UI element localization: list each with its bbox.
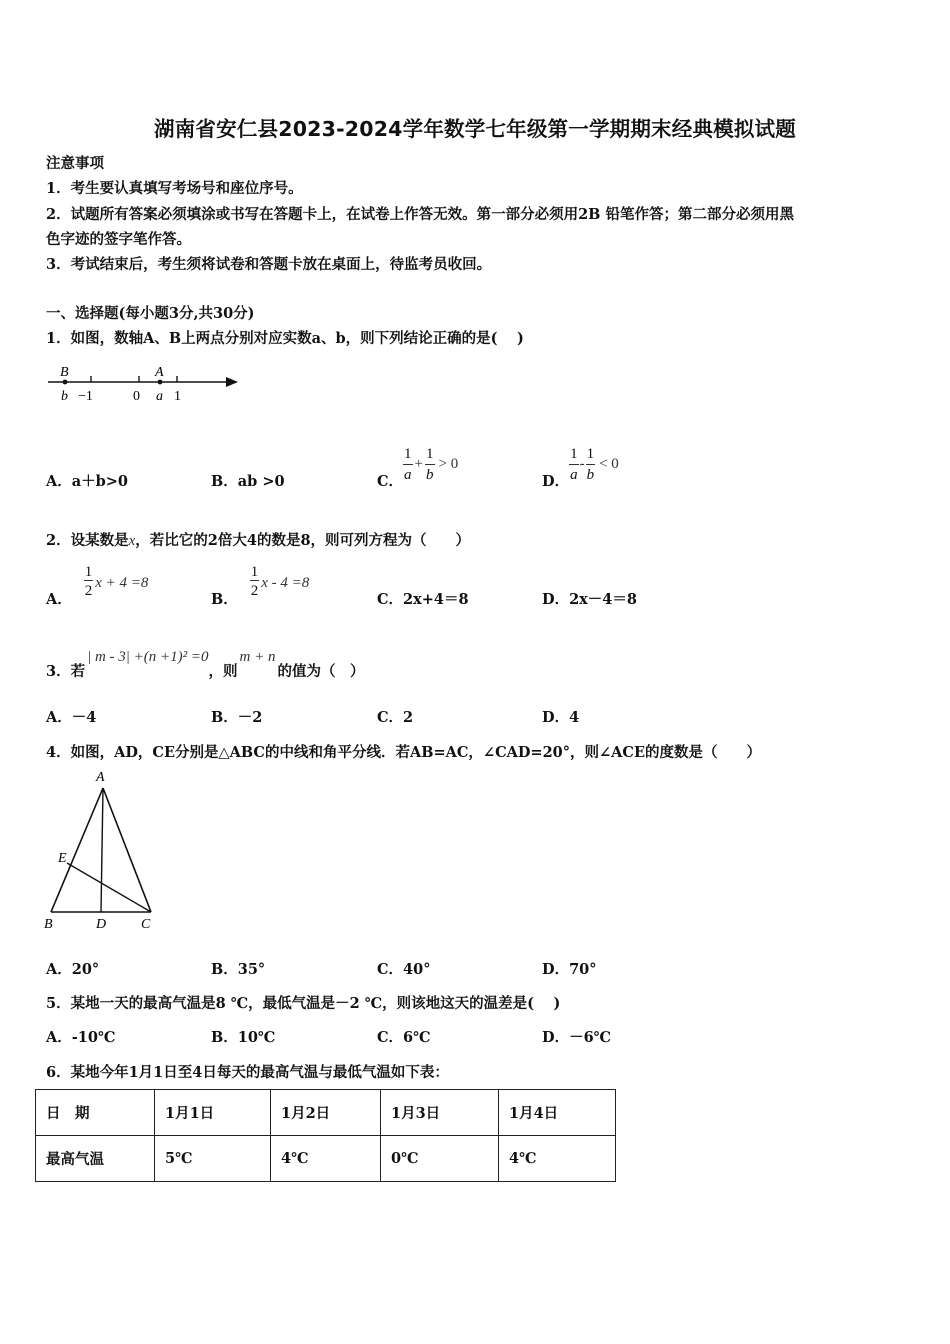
notice-item: 3．考试结束后，考生须将试卷和答题卡放在桌面上，待监考员收回。 [46,256,492,273]
label-B: B [60,365,69,380]
label-zero: 0 [133,389,140,404]
q1-option-c-label: C． [377,473,404,490]
table-cell: 最高气温 [36,1136,155,1182]
label-neg1: −1 [78,389,93,404]
q4-option-b: B．35° [211,961,266,978]
q3-option-b: B．－2 [211,709,263,726]
vertex-B: B [44,917,53,932]
question-2-stem: 2．设某数是x，若比它的2倍大4的数是8，则可列方程为（ ） [46,532,471,549]
vertex-A: A [96,770,105,785]
q2-option-d: D．2x－4＝8 [542,591,637,608]
temperature-table [35,1089,616,1182]
q3-option-d: D．4 [542,709,580,726]
label-A: A [155,365,164,380]
label-a: a [156,389,163,404]
q5-option-b: B．10℃ [211,1029,276,1046]
table-cell: 1月4日 [499,1090,616,1136]
page-title: 湖南省安仁县2023-2024学年数学七年级第一学期期末经典模拟试题 [154,117,796,141]
notice-item: 2．试题所有答案必须填涂或书写在答题卡上，在试卷上作答无效。第一部分必须用2B 铅笔作答；第二部分必须用黑 [46,206,794,223]
table-cell: 1月2日 [271,1090,381,1136]
q4-option-a: A．20° [46,961,100,978]
q4-option-d: D．70° [542,961,597,978]
question-6-stem: 6．某地今年1月1日至4日每天的最高气温与最低气温如下表： [46,1064,449,1081]
question-1-stem: 1．如图，数轴A、B上两点分别对应实数a、b，则下列结论正确的是( ) [46,330,524,347]
q3-option-c: C．2 [377,709,414,726]
q2-option-b: B． $\frac{1}{2}$ x - 4 =8 [211,564,310,608]
table-cell: 1月1日 [155,1090,271,1136]
triangle-figure [40,766,165,936]
point-a-dot [158,380,163,385]
question-5-stem: 5．某地一天的最高气温是8 ℃，最低气温是－2 ℃，则该地这天的温差是( ) [46,995,561,1012]
q1-option-b: B．ab >0 [211,473,285,490]
table-cell: 0℃ [381,1136,499,1182]
label-one: 1 [174,389,181,404]
question-3-stem: 3．若| m - 3| +(n +1)² =0，则m + n的值为（ ） [46,649,365,680]
q3-option-a: A．－4 [46,709,97,726]
number-line-figure [44,360,244,408]
question-4-stem: 4．如图，AD，CE分别是△ABC的中线和角平分线．若AB=AC，∠CAD=20°，则∠ACE的度数是（ ） [46,744,762,761]
table-cell: 日 期 [36,1090,155,1136]
q2-option-a: A． $\frac{1}{2}$ x + 4 =8 [46,564,149,608]
q1-option-d: D． $\frac{1}{a}$ - $\frac{1}{b}$ < 0 [542,446,619,490]
vertex-E: E [58,851,67,866]
label-b: b [61,389,68,404]
q5-option-d: D．－6℃ [542,1029,612,1046]
notice-heading: 注意事项 [46,155,104,172]
table-row [36,1136,616,1182]
notice-item: 色字迹的签字笔作答。 [46,231,191,248]
q5-option-c: C．6℃ [377,1029,431,1046]
q1-option-c: C． $\frac{1}{a}$ + $\frac{1}{b}$ > 0 [377,446,459,490]
section-heading: 一、选择题(每小题3分,共30分) [46,305,255,322]
table-cell: 5℃ [155,1136,271,1182]
vertex-D: D [96,917,107,932]
q4-option-c: C．40° [377,961,431,978]
notice-item: 1．考生要认真填写考场号和座位序号。 [46,180,303,197]
vertex-C: C [141,917,151,932]
table-cell: 1月3日 [381,1090,499,1136]
point-b-dot [63,380,68,385]
q1-option-a: A．a＋b>0 [46,473,129,490]
table-cell: 4℃ [271,1136,381,1182]
table-row [36,1090,616,1136]
q5-option-a: A．-10℃ [46,1029,116,1046]
q2-option-c: C．2x+4＝8 [377,591,469,608]
table-cell: 4℃ [499,1136,616,1182]
q1-option-d-label: D． [542,473,570,490]
